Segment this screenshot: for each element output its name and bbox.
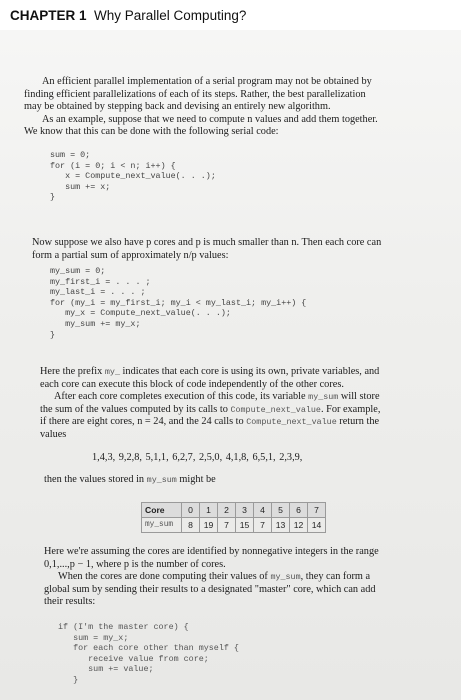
inline-code: my_sum [146, 475, 177, 485]
text: Here the prefix [40, 366, 105, 377]
table-row [142, 518, 326, 533]
assume-line [44, 571, 379, 584]
table-cell: 0 [182, 503, 200, 518]
my-sum-table [141, 502, 326, 533]
intro-line: An efficient parallel implementation of a serial program may not be obtained by [42, 76, 372, 87]
text: . For example, [320, 403, 381, 415]
code-line: receive value from core; [58, 653, 209, 664]
text: After each core completes execution of this code, its variable [54, 391, 309, 403]
prefix-line: values [40, 428, 67, 440]
code-line: my_sum += my_x; [50, 318, 141, 329]
inline-code: my_ [104, 367, 120, 377]
text: if there are eight cores, n = 24, and the 24 calls to [40, 416, 247, 428]
cores-line: Now suppose we also have p cores and p is much smaller than n. Then each core can [32, 237, 382, 248]
text: might be [176, 474, 216, 485]
prefix-line [40, 391, 380, 404]
assume-line: 0,1,...,p − 1, where p is the number of cores. [44, 558, 226, 570]
inline-code: Compute_next_value [230, 404, 321, 415]
serial-code-block [50, 150, 216, 203]
table-cell: 7 [254, 518, 272, 533]
text: the sum of the values computed by its calls to [40, 403, 231, 415]
code-line: my_last_i = . . . ; [50, 287, 146, 298]
master-code-block [58, 622, 239, 686]
table-cell: 2 [218, 503, 236, 518]
assume-line: Here we're assuming the cores are identified by nonnegative integers in the range [44, 546, 379, 557]
text: , they can form a [300, 571, 371, 583]
chapter-title: Why Parallel Computing? [94, 8, 247, 23]
text: will store [338, 391, 380, 403]
prefix-line: each core can execute this block of code independently of the other cores. [40, 378, 344, 390]
cores-paragraph [32, 237, 381, 262]
table-row-label: my_sum [142, 518, 182, 533]
code-line: x = Compute_next_value(. . .); [50, 171, 216, 182]
table-cell: 5 [272, 503, 290, 518]
assume-line: global sum by sending their results to a designated "master" core, which can add [44, 583, 376, 595]
prefix-line [40, 416, 380, 429]
intro-line: We know that this can be done with the following serial code: [24, 126, 279, 138]
intro-paragraph [24, 76, 378, 139]
text: When the cores are done computing their values of [58, 571, 271, 583]
text: then the values stored in [44, 474, 147, 485]
prefix-line [40, 366, 380, 379]
code-line: for (my_i = my_first_i; my_i < my_last_i; my_i++) { [50, 297, 307, 308]
table-cell: 8 [182, 518, 200, 533]
table-cell: 14 [308, 518, 326, 533]
table-cell: 19 [200, 518, 218, 533]
values-list: 1,4,3, 9,2,8, 5,1,1, 6,2,7, 2,5,0, 4,1,8, 6,5,1, 2,3,9, [92, 452, 303, 463]
table-cell: 3 [236, 503, 254, 518]
inline-code: my_sum [270, 572, 301, 583]
text: return the [336, 416, 380, 428]
inline-code: my_sum [308, 392, 339, 403]
code-line: sum = 0; [50, 150, 91, 160]
code-line: my_sum = 0; [50, 266, 106, 276]
chapter-heading [10, 8, 246, 23]
table-row [142, 503, 326, 518]
table-row-label: Core [142, 503, 182, 518]
code-line: sum += value; [58, 664, 154, 675]
code-line: } [50, 192, 56, 203]
prefix-paragraph [40, 366, 380, 442]
code-line: if (I'm the master core) { [58, 622, 189, 632]
intro-line: may be obtained by stepping back and devising an entirely new algorithm. [24, 101, 331, 113]
code-line: } [50, 329, 56, 340]
table-cell: 7 [308, 503, 326, 518]
assume-paragraph [44, 546, 379, 609]
then-line [44, 474, 216, 487]
code-line: my_x = Compute_next_value(. . .); [50, 308, 231, 319]
table-cell: 4 [254, 503, 272, 518]
table-cell: 1 [200, 503, 218, 518]
table-cell: 6 [290, 503, 308, 518]
text: indicates that each core is using its own, private variables, and [119, 366, 380, 377]
code-line: for (i = 0; i < n; i++) { [50, 160, 176, 171]
assume-line: their results: [44, 596, 96, 608]
code-line: sum = my_x; [58, 632, 129, 643]
inline-code: Compute_next_value [246, 417, 337, 428]
intro-line: finding efficient parallelizations of each of its steps. Rather, the best parallelization [24, 88, 366, 100]
intro-line: As an example, suppose that we need to compute n values and add them together. [42, 113, 378, 125]
code-line: } [58, 674, 79, 685]
chapter-header [0, 0, 461, 30]
code-line: sum += x; [50, 181, 111, 192]
code-line: for each core other than myself { [58, 643, 239, 654]
cores-line: form a partial sum of approximately n/p values: [32, 249, 229, 261]
prefix-line [40, 404, 380, 417]
parallel-code-block [50, 266, 306, 340]
table-cell: 7 [218, 518, 236, 533]
code-line: my_first_i = . . . ; [50, 276, 151, 287]
chapter-number: CHAPTER 1 [10, 8, 87, 23]
table-cell: 15 [236, 518, 254, 533]
table-cell: 13 [272, 518, 290, 533]
table-cell: 12 [290, 518, 308, 533]
